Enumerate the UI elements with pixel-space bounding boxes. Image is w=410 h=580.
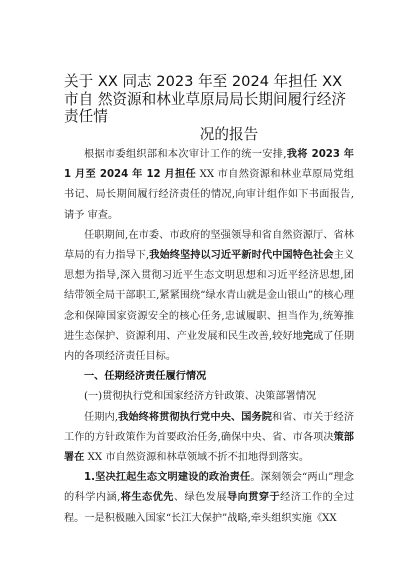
bold-text-segment: 策部署在 (64, 431, 354, 464)
text-segment: 、绿色发展 (173, 492, 227, 504)
text-segment: XX 市自然资源和林业草原局党组书记、局长期间履行经济责任的情况,向审计组作如下书面报告,请予 审查。 (64, 169, 354, 221)
bold-text-segment: 我始终将贯彻执行党中央、国务院 (118, 411, 272, 423)
paragraph-policy (64, 408, 354, 469)
text-segment: 。深刻领会“两山”理念的科学内涵, (64, 472, 354, 504)
bold-text-segment: 我将 2023 年 1 月至 2024 年 12 月担任 (64, 149, 354, 181)
paragraph-intro (64, 145, 354, 226)
bold-text-segment: 导向贯穿于 (227, 492, 281, 504)
text-segment: XX 市自然资源和林草领域不折不扣地得到落实。 (84, 452, 310, 464)
bold-text-segment: 1.坚决扛起生态文明建设的政治责任 (84, 472, 251, 484)
subsection-heading: (一)贯彻执行党和国家经济方针政策、决策部署情况 (84, 391, 317, 403)
document-subtitle: 况的报告 (199, 125, 259, 143)
paragraph-overview (64, 226, 354, 367)
text-segment: 任职期间,在市委、市政府的坚强领导和省自然资源厅、省林草局的有力指导下, (64, 229, 354, 262)
bold-text-segment: 我始终坚持以习近平新时代中国特色社会 (149, 250, 334, 262)
document-body (64, 73, 354, 529)
section-heading: 一、任期经济责任履行情况 (84, 371, 207, 383)
text-segment: 经济工作的全 (280, 492, 344, 504)
text-segment: 和省、市关于经济工作的方针政策作为首要政治任务,确保中央、省、市各项决 (64, 411, 355, 443)
text-segment: 根据市委组织部和本次审计工作的统一安排, (84, 149, 287, 160)
text-segment: 主义思想为指导,深入贯彻习近平生态文明思想和习近平经济思想,团结带领全局干部职工,紧紧围绕“绿水青山就是金山银山”的核心理念和保障国家资源安全的核心任务,忠诚履职、担当作为,统筹推进生态保护、资源利用、产业发展和民生改善,较好地 (64, 250, 355, 342)
paragraph-ecology (64, 468, 354, 529)
text-segment: 成了任期内的各项经济责任目标。 (64, 330, 355, 363)
bold-text-segment: 将生态优先 (120, 492, 174, 504)
document-title: 关于 XX 同志 2023 年至 2024 年担任 XX 市自 然资源和林业草原局局长期间履行经济责任情 (64, 73, 346, 125)
text-segment: 任期内, (84, 411, 119, 423)
text-segment: 过程。一是积极融入国家“长江大保护”战略,牵头组织实施《XX (64, 492, 355, 524)
bold-text-segment: 完 (302, 330, 314, 342)
